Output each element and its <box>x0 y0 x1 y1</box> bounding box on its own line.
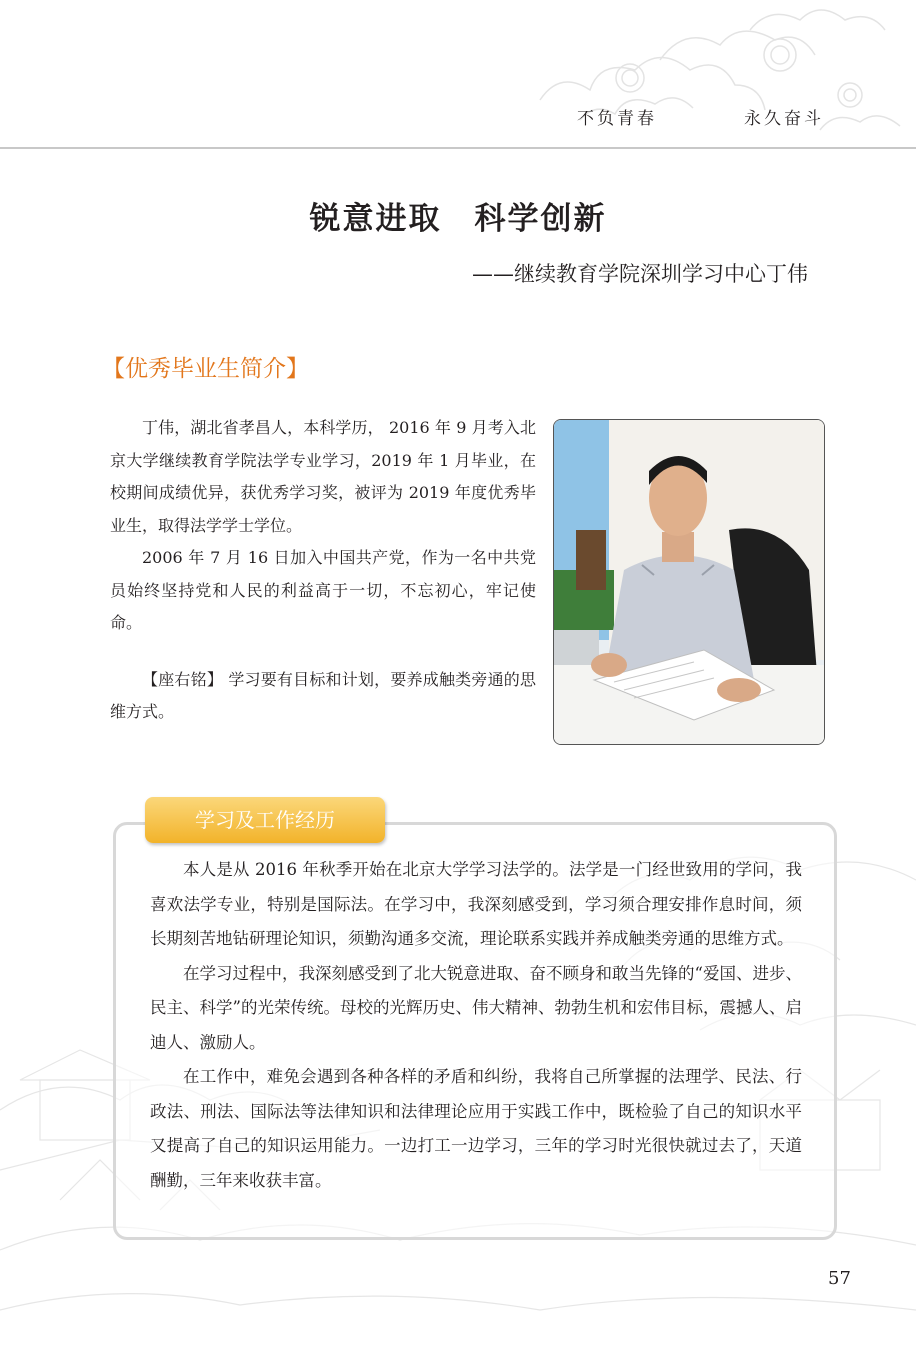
experience-tab <box>145 797 385 843</box>
article-subtitle: ——继续教育学院深圳学习中心丁伟 <box>472 262 808 286</box>
header-motto-left: 不负青春 <box>577 109 657 129</box>
experience-paragraph: 在学习过程中，我深刻感受到了北大锐意进取、奋不顾身和敢当先锋的“爱国、进步、民主、科学”的光荣传统。母校的光辉历史、伟大精神、勃勃生机和宏伟目标，震撼人、启迪人、激励人。 <box>150 963 802 1052</box>
header-divider <box>0 147 916 149</box>
experience-paragraph: 在工作中，难免会遇到各种各样的矛盾和纠纷，我将自己所掌握的法理学、民法、行政法、刑法、国际法等法律知识和法律理论应用于实践工作中，既检验了自己的知识水平又提高了自己的知识运用能力。一边打工一边学习，三年的学习时光很快就过去了，天道酬勤，三年来收获丰富。 <box>150 1067 802 1190</box>
article-title: 锐意进取 科学创新 <box>309 201 607 237</box>
portrait-illustration <box>554 420 825 745</box>
portrait-photo <box>553 419 825 745</box>
page-number: 57 <box>828 1268 851 1289</box>
profile-bio <box>110 412 536 729</box>
profile-paragraph: 2006 年 7 月 16 日加入中国共产党，作为一名中共党员始终坚持党和人民的利益高于一切，不忘初心，牢记使命。 <box>110 548 536 632</box>
experience-paragraph: 本人是从 2016 年秋季开始在北京大学学习法学的。法学是一门经世致用的学问，我喜欢法学专业，特别是国际法。在学习中，我深刻感受到，学习须合理安排作息时间，须长期刻苦地钻研理论知识，须勤沟通多交流，理论联系实践并养成触类旁通的思维方式。 <box>150 860 802 948</box>
experience-heading: 学习及工作经历 <box>195 808 335 832</box>
profile-paragraph: 丁伟，湖北省孝昌人，本科学历， 2016 年 9 月考入北京大学继续教育学院法学专业学习，2019 年 1 月毕业，在校期间成绩优异，获优秀学习奖，被评为 2019 年度优秀毕业生，取得法学学士学位。 <box>110 418 536 535</box>
experience-text <box>150 853 802 1198</box>
header-motto-right: 永久奋斗 <box>744 109 824 129</box>
profile-motto: 【座右铭】 学习要有目标和计划，要养成触类旁通的思维方式。 <box>110 669 536 721</box>
profile-heading: 【优秀毕业生简介】 <box>102 356 309 382</box>
